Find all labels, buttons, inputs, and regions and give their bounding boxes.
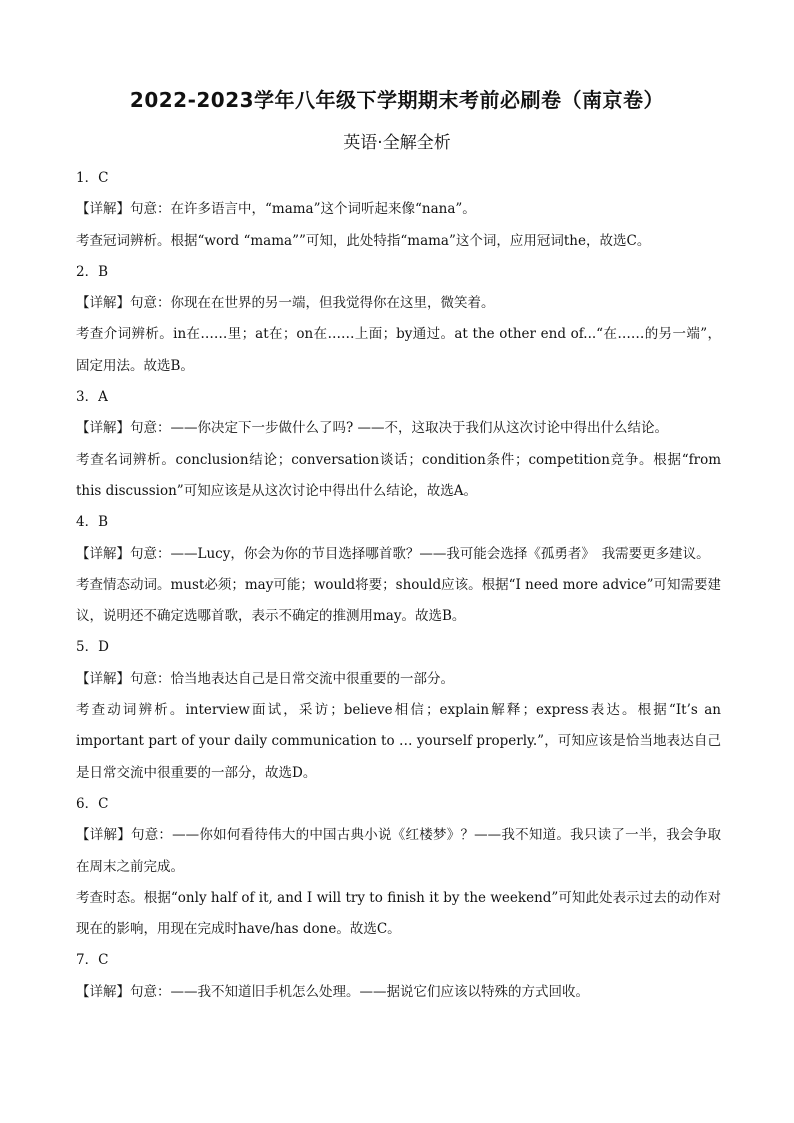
answer-detail: 【详解】句意：恰当地表达自己是日常交流中很重要的一部分。 [76, 670, 454, 687]
answer-number: 6．C [76, 795, 109, 812]
answer-detail: 【详解】句意：在许多语言中，“mama”这个词听起来像“nana”。 [76, 201, 476, 218]
answer-detail: 【详解】句意：——我不知道旧手机怎么处理。——据说它们应该以特殊的方式回收。 [76, 983, 589, 1000]
answer-number: 2．B [76, 263, 109, 280]
page-title: 2022-2023学年八年级下学期期末考前必刷卷（南京卷） [129, 88, 665, 112]
answer-analysis: 考查动词辨析。interview面试，采访；believe相信；explain解释；express表达。根据“It’s an important part of your daily communication to … yourself properly.”，可知应该是恰当地表达自己是日常交流中很重要的一部分，故选D。 [76, 702, 721, 781]
answer-analysis: 考查介词辨析。in在……里；at在；on在……上面；by通过。at the other end of...“在……的另一端”，固定用法。故选B。 [76, 326, 721, 374]
answer-analysis: 考查情态动词。must必须；may可能；would将要；should应该。根据“I need more advice”可知需要建议，说明还不确定选哪首歌，表示不确定的推测用may。故选B。 [76, 576, 721, 625]
answer-number: 7．C [76, 952, 109, 969]
answer-number: 3．A [76, 389, 108, 406]
answer-number: 4．B [76, 514, 109, 531]
answer-detail: 【详解】句意：——你决定下一步做什么了吗? ——不，这取决于我们从这次讨论中得出什么结论。 [76, 420, 669, 437]
answer-list [76, 163, 721, 1008]
page-subtitle: 英语·全解全析 [343, 133, 451, 153]
answer-number: 1．C [76, 170, 109, 186]
answer-analysis: 考查时态。根据“only half of it, and I will try to finish it by the weekend”可知此处表示过去的动作对现在的影响，用现在完成时have/has done。故选C。 [76, 889, 721, 938]
answer-analysis: 考查冠词辨析。根据“word “mama””可知，此处特指“mama”这个词，应用冠词the，故选C。 [76, 232, 651, 249]
answer-detail: 【详解】句意：你现在在世界的另一端，但我觉得你在这里，微笑着。 [76, 295, 495, 312]
answer-detail: 【详解】句意：——你如何看待伟大的中国古典小说《红楼梦》？——我不知道。我只读了一半，我会争取在周末之前完成。 [76, 827, 721, 875]
answer-analysis: 考查名词辨析。conclusion结论；conversation谈话；condition条件；competition竞争。根据“from this discussion”可知应该是从这次讨论中得出什么结论，故选A。 [76, 451, 721, 499]
answer-detail: 【详解】句意：——Lucy，你会为你的节目选择哪首歌？——我可能会选择《孤勇者》 我需要更多建议。 [76, 545, 710, 562]
answer-number: 5．D [76, 639, 109, 656]
